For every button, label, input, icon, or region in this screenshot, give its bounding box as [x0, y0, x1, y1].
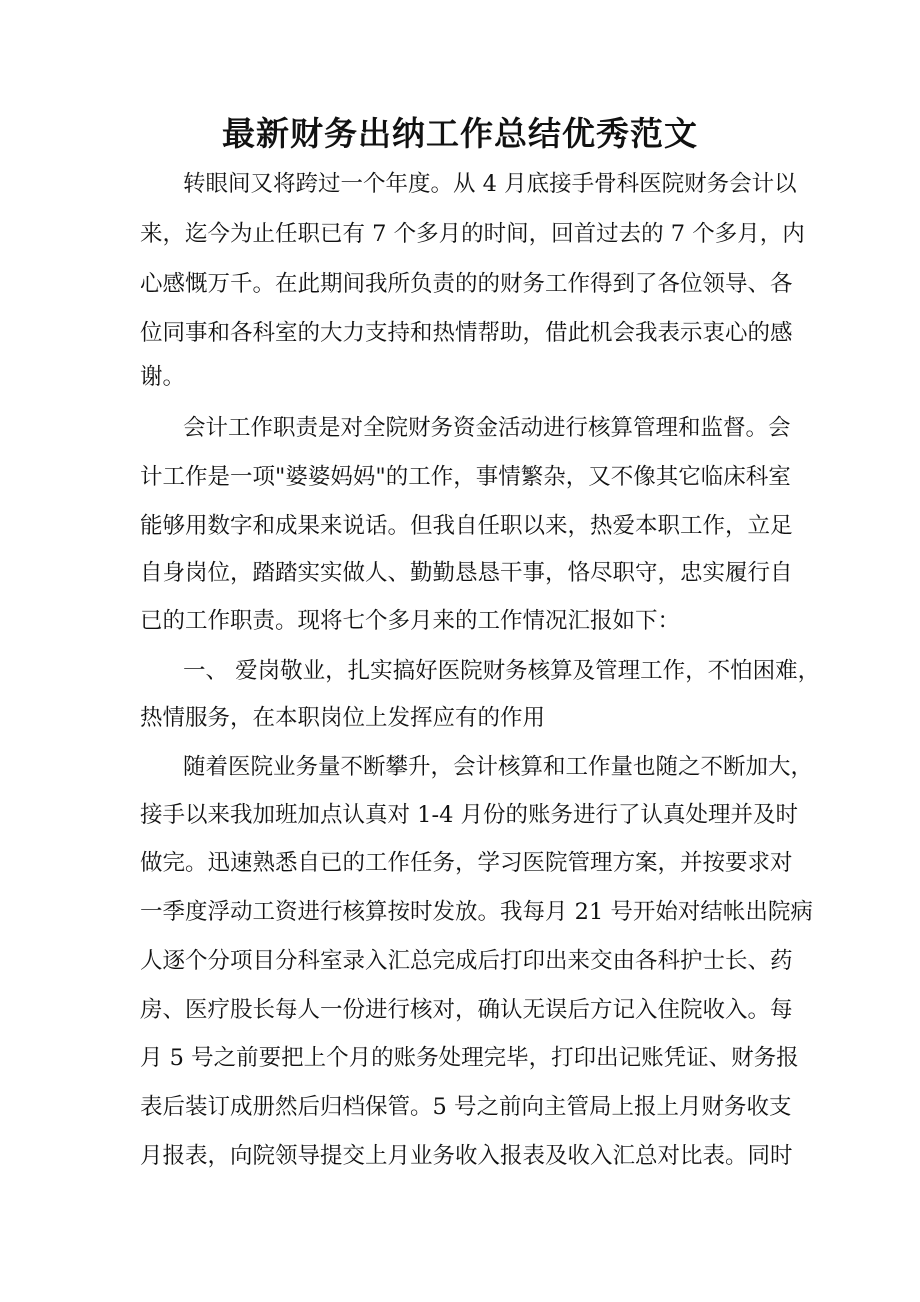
paragraph-line: 谢。: [140, 364, 186, 390]
section-heading-line: 一、 爱岗敬业，扎实搞好医院财务核算及管理工作，不怕困难，: [183, 658, 821, 684]
paragraph-line: 会计工作职责是对全院财务资金活动进行核算管理和监督。会: [183, 415, 791, 441]
paragraph-line: 能够用数字和成果来说话。但我自任职以来，热爱本职工作，立足: [140, 513, 793, 539]
paragraph-line: 已的工作职责。现将七个多月来的工作情况汇报如下：: [140, 608, 681, 634]
paragraph-line: 表后装订成册然后归档保管。5 号之前向主管局上报上月财务收支: [140, 1094, 792, 1120]
section-heading-line: 热情服务，在本职岗位上发挥应有的作用: [140, 705, 546, 731]
paragraph-line: 心感慨万千。在此期间我所负责的的财务工作得到了各位领导、各: [140, 271, 793, 297]
paragraph-line: 自身岗位，踏踏实实做人、勤勤恳恳干事，恪尽职守，忠实履行自: [140, 560, 793, 586]
paragraph-line: 房、医疗股长每人一份进行核对，确认无误后方记入住院收入。每: [140, 997, 793, 1023]
paragraph-line: 月 5 号之前要把上个月的账务处理完毕，打印出记账凭证、财务报: [140, 1045, 799, 1071]
paragraph-line: 接手以来我加班加点认真对 1-4 月份的账务进行了认真处理并及时: [140, 802, 799, 828]
paragraph-line: 做完。迅速熟悉自已的工作任务，学习医院管理方案，并按要求对: [140, 850, 793, 876]
paragraph-line: 计工作是一项"婆婆妈妈"的工作，事情繁杂，又不像其它临床科室: [140, 464, 791, 490]
paragraph-line: 转眼间又将跨过一个年度。从 4 月底接手骨科医院财务会计以: [183, 171, 797, 197]
paragraph-line: 一季度浮动工资进行核算按时发放。我每月 21 号开始对结帐出院病: [140, 899, 813, 925]
paragraph-line: 月报表，向院领导提交上月业务收入报表及收入汇总对比表。同时: [140, 1143, 793, 1169]
paragraph-line: 来，迄今为止任职已有 7 个多月的时间，回首过去的 7 个多月，内: [140, 221, 805, 247]
paragraph-line: 人逐个分项目分科室录入汇总完成后打印出来交由各科护士长、药: [140, 948, 793, 974]
document-title: 最新财务出纳工作总结优秀范文: [222, 114, 698, 153]
paragraph-line: 位同事和各科室的大力支持和热情帮助，借此机会我表示衷心的感: [140, 320, 793, 346]
paragraph-line: 随着医院业务量不断攀升，会计核算和工作量也随之不断加大，: [183, 754, 814, 780]
